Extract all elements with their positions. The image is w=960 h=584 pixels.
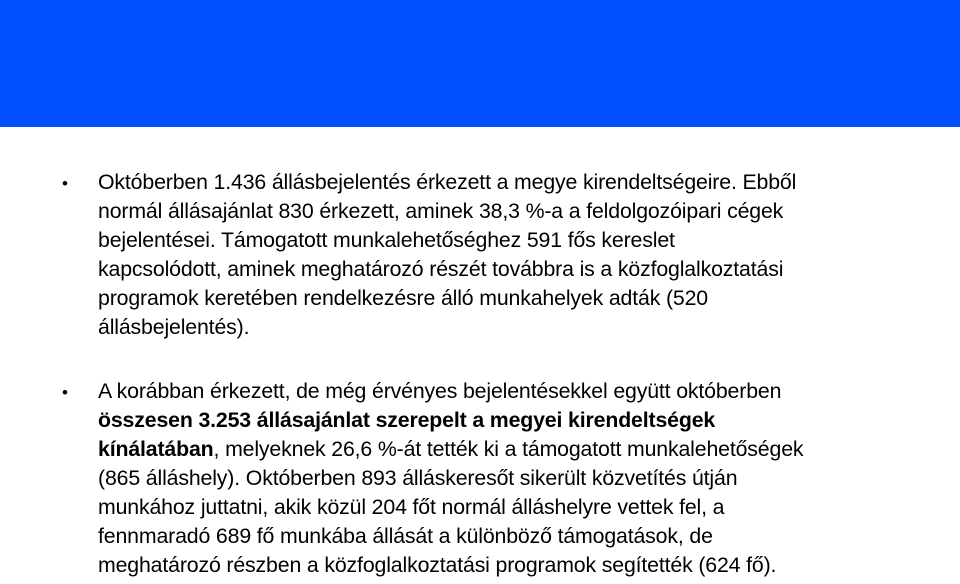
bullet-dot-icon: •	[62, 383, 68, 402]
text-line: bejelentései. Támogatott munkalehetőséghez 591 fős kereslet	[98, 228, 675, 252]
text-line: állásbejelentés).	[98, 315, 250, 339]
text-line: A korábban érkezett, de még érvényes bejelentésekkel együtt októberben	[98, 379, 782, 403]
slide-content	[62, 168, 942, 580]
text-line: programok keretében rendelkezésre álló munkahelyek adták (520	[98, 286, 708, 310]
text-line-bold: összesen 3.253 állásajánlat szerepelt a megyei kirendeltségek	[98, 408, 716, 432]
text-line: munkához juttatni, akik közül 204 főt normál álláshelyre vettek fel, a	[98, 495, 725, 519]
text-fragment: , melyeknek 26,6 %-át tették ki a támogatott munkalehetőségek	[213, 437, 804, 461]
bullet-dot-icon: •	[62, 174, 68, 193]
text-line: meghatározó részben a közfoglalkoztatási programok segítették (624 fő).	[98, 553, 777, 577]
text-bold-fragment: kínálatában	[98, 437, 214, 461]
text-line: kapcsolódott, aminek meghatározó részét továbbra is a közfoglalkoztatási	[98, 257, 784, 281]
bullet-paragraph-2	[62, 377, 942, 580]
text-line: normál állásajánlat 830 érkezett, aminek 38,3 %-a a feldolgozóipari cégek	[98, 199, 784, 223]
text-line: fennmaradó 689 fő munkába állását a különböző támogatások, de	[98, 524, 713, 548]
bullet-paragraph-1	[62, 168, 942, 342]
text-line: (865 álláshely). Októberben 893 álláskeresőt sikerült közvetítés útján	[98, 466, 738, 490]
text-line-mixed	[98, 435, 942, 464]
header-band	[0, 0, 960, 127]
text-line: Októberben 1.436 állásbejelentés érkezett a megye kirendeltségeire. Ebből	[98, 170, 797, 194]
